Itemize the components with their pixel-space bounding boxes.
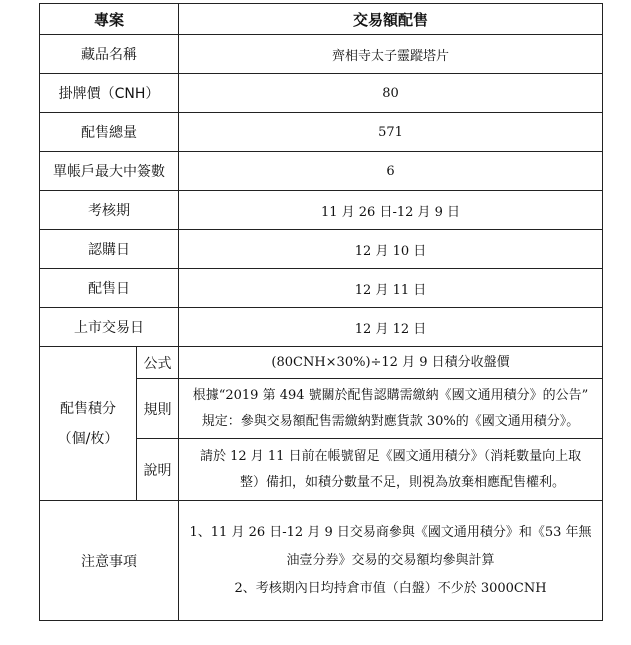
row-label-assessment-period: 考核期 — [40, 191, 179, 230]
row-value-max-winning: 6 — [179, 152, 603, 191]
rule-line2: 規定：參與交易額配售需繳納對應貨款 30%的《國文通用積分》。 — [201, 413, 580, 429]
row-label-item-name: 藏品名稱 — [40, 35, 179, 74]
row-label-max-winning: 單帳戶最大中簽數 — [40, 152, 179, 191]
row-value-item-name: 齊相寺太子靈蹤塔片 — [179, 35, 603, 74]
row-value-total-allotment: 571 — [179, 113, 603, 152]
note-line1: 請於 12 月 11 日前在帳號留足《國文通用積分》（消耗數量向上取 — [199, 448, 582, 464]
row-label-subscription-day: 認購日 — [40, 230, 179, 269]
rule-value — [179, 379, 603, 439]
notes-label: 注意事項 — [40, 501, 179, 621]
notes-line3: 2、考核期內日均持倉市值（白盤）不少於 3000CNH — [234, 580, 547, 596]
row-label-listing-day: 上市交易日 — [40, 308, 179, 347]
points-label-line2: （個/枚） — [57, 430, 119, 447]
row-value-listing-day: 12 月 12 日 — [179, 308, 603, 347]
rule-line1: 根據“2019 第 494 號關於配售認購需繳納《國文通用積分》的公告” — [192, 387, 589, 403]
notes-line2: 油壹分券》交易的交易額均參與計算 — [286, 552, 495, 568]
note-line2: 整）備扣，如積分數量不足，則視為放棄相應配售權利。 — [240, 474, 566, 490]
row-label-allotment-day: 配售日 — [40, 269, 179, 308]
formula-label: 公式 — [137, 347, 179, 379]
header-project: 專案 — [40, 4, 179, 35]
row-value-assessment-period: 11 月 26 日-12 月 9 日 — [179, 191, 603, 230]
points-label — [40, 347, 137, 501]
note-label: 說明 — [137, 439, 179, 501]
row-label-total-allotment: 配售總量 — [40, 113, 179, 152]
row-value-subscription-day: 12 月 10 日 — [179, 230, 603, 269]
notes-line1: 1、11 月 26 日-12 月 9 日交易商參與《國文通用積分》和《53 年無 — [189, 524, 592, 540]
allotment-table — [39, 3, 603, 621]
formula-value: (80CNH×30%)÷12 月 9 日積分收盤價 — [179, 347, 603, 379]
points-label-line1: 配售積分 — [60, 400, 116, 417]
row-value-allotment-day: 12 月 11 日 — [179, 269, 603, 308]
rule-label: 規則 — [137, 379, 179, 439]
notes-value — [179, 501, 603, 621]
note-value — [179, 439, 603, 501]
header-allotment: 交易額配售 — [179, 4, 603, 35]
row-value-list-price: 80 — [179, 74, 603, 113]
row-label-list-price: 掛牌價（CNH） — [40, 74, 179, 113]
